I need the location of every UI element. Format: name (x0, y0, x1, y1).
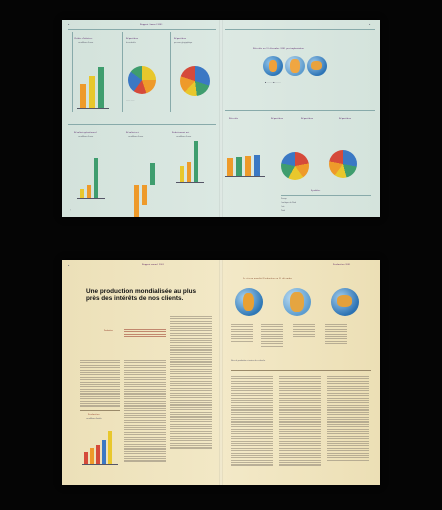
divider (68, 124, 216, 125)
running-head: Rapport Annuel 2001 (140, 24, 163, 26)
pie-chart-regions (180, 66, 210, 96)
pie-legend: —— —— (126, 100, 135, 102)
map-title: Effectifs au 31 décembre 2001 par implantation (253, 48, 304, 50)
body-column (279, 376, 321, 467)
pie-chart-distribution (281, 152, 309, 180)
divider (225, 29, 375, 30)
axis-line (77, 198, 105, 199)
bar (245, 156, 251, 176)
globe-americas (235, 288, 263, 316)
chart-subtitle: par zone géographique (174, 42, 193, 44)
bar (236, 157, 242, 176)
body-column (327, 376, 369, 462)
bar-chart-operating-result (80, 156, 100, 198)
bar (187, 162, 191, 182)
divider (72, 32, 73, 112)
bar (89, 76, 95, 108)
legend-list (293, 324, 315, 338)
table-row: Asie (281, 206, 285, 208)
chart-subtitle: en millions d'unités (86, 418, 102, 420)
pie-chart-activities (128, 66, 156, 94)
left-page-text (62, 260, 221, 485)
bar (142, 185, 147, 205)
spine (219, 20, 223, 217)
bar (254, 155, 260, 176)
globe-asia (307, 56, 327, 76)
bar (96, 445, 100, 465)
chart-title: Résultat net (126, 132, 139, 134)
bar-chart-net-result (134, 150, 158, 217)
chart-title: Répartition (126, 38, 139, 40)
divider (231, 370, 371, 371)
chart-title: Répartition (301, 118, 314, 120)
page-number: ● (68, 23, 70, 26)
legend-list (261, 324, 283, 348)
report-spread-bottom (62, 260, 380, 485)
chart-title: Résultat opérationnel (74, 132, 97, 134)
section-title: Une production mondialisée au plus près des intérêts de nos clients. (86, 288, 197, 303)
bar (108, 431, 112, 464)
bar (80, 189, 84, 198)
map-caption: Sites de production et centres de recherche (231, 360, 266, 362)
bar-chart-net-debt (180, 140, 200, 182)
bar (102, 440, 106, 464)
lead-label: Production (104, 330, 113, 332)
chart-title: Chiffre d'affaires (74, 38, 93, 40)
axis-line (176, 182, 204, 183)
bar (134, 185, 139, 217)
axis-line (77, 108, 109, 109)
table-row: Total (281, 210, 286, 212)
chart-title: Répartition (174, 38, 187, 40)
chart-subtitle: en millions d'euros (78, 42, 94, 44)
footnote: * (70, 210, 71, 212)
globe-asia (331, 288, 359, 316)
divider (225, 110, 375, 111)
right-page-maps (221, 20, 380, 217)
running-head: Rapport annuel 2001 (142, 264, 165, 266)
table-row: Europe (281, 198, 287, 200)
bar-chart-revenue (80, 66, 106, 108)
pie-chart-regions-2 (329, 150, 357, 178)
chart-title: Répartition (271, 118, 284, 120)
report-spread-top (62, 20, 380, 217)
chart-title: Effectifs (229, 118, 239, 120)
bar-chart-headcount (227, 154, 263, 176)
table-title: Synthèse (311, 190, 321, 192)
table-rule (281, 195, 371, 196)
divider (122, 32, 123, 112)
table-row: Amérique du Nord (281, 202, 297, 204)
bar (94, 158, 98, 198)
divider (80, 410, 120, 411)
body-column (124, 360, 166, 463)
right-page-map (221, 260, 380, 485)
globe-europe-africa (285, 56, 305, 76)
chart-title: Endettement net (172, 132, 190, 134)
map-title: Le réseau mondial Production au 31 décembre (243, 278, 293, 280)
running-head: Production 2001 (333, 264, 351, 266)
chart-title: Répartition (339, 118, 352, 120)
page-number: ● (68, 264, 70, 267)
globe-europe-africa (283, 288, 311, 316)
bar (98, 67, 104, 108)
bar (80, 84, 86, 109)
chart-subtitle: des activités (126, 42, 136, 44)
chart-subtitle: en millions d'euros (78, 136, 94, 138)
chart-title: Production (88, 414, 100, 416)
bar (87, 185, 91, 198)
axis-line (225, 176, 265, 177)
legend-list (325, 324, 347, 346)
bar (194, 141, 198, 182)
body-column (170, 316, 212, 450)
page-number: ● (369, 23, 371, 26)
bar (180, 166, 184, 182)
divider (68, 29, 216, 30)
divider (170, 32, 171, 112)
map-legend: ■ ——— ■ ——— (265, 82, 281, 84)
bar (150, 163, 155, 185)
bar-chart-production (84, 428, 114, 464)
globe-americas (263, 56, 283, 76)
bar (84, 452, 88, 464)
bar (90, 448, 94, 465)
axis-line (82, 464, 118, 465)
body-column (231, 376, 273, 467)
body-column (80, 360, 120, 408)
lead-paragraph (124, 329, 166, 339)
left-page-charts (62, 20, 221, 217)
chart-subtitle: en millions d'euros (128, 136, 144, 138)
chart-subtitle: en millions d'euros (176, 136, 192, 138)
spine (219, 260, 223, 485)
legend-list (231, 324, 253, 343)
bar (227, 158, 233, 176)
